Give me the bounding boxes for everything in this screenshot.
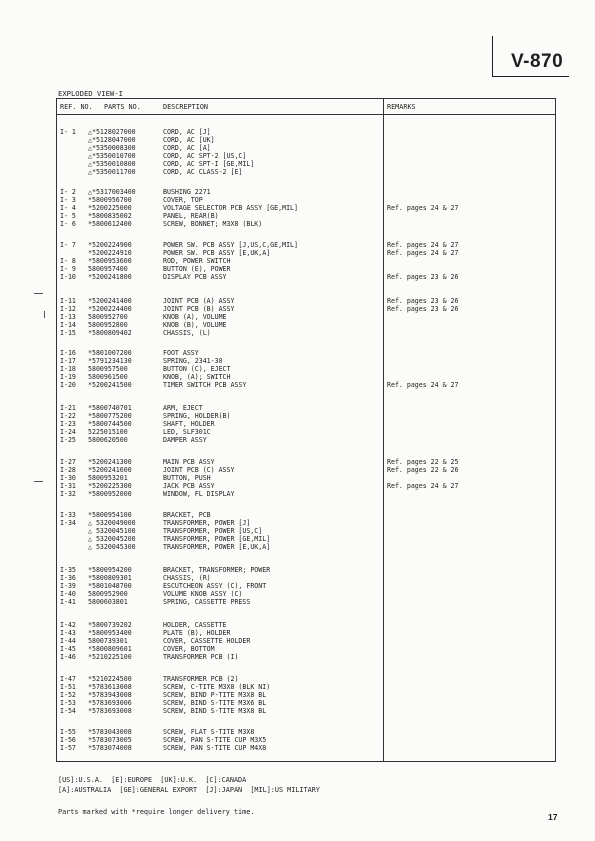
description-cell: SCREW, BIND S-TITE M3X8 BL — [163, 707, 267, 715]
description-cell: SCREW, PAN S-TITE CUP M3X5 — [163, 736, 267, 744]
part-number-cell: 5800952700 — [88, 313, 128, 321]
legend-line: [US]:U.S.A. [E]:EUROPE [UK]:U.K. [C]:CANADA — [58, 776, 247, 784]
part-number-cell: *5783693008 — [88, 707, 132, 715]
margin-mark — [34, 481, 43, 482]
part-number-cell: *5200241400 — [88, 297, 132, 305]
ref-no-cell: I-24 — [60, 428, 76, 436]
table-row — [0, 160, 595, 168]
ref-no-cell: I- 1 — [60, 128, 76, 136]
legend-line: [A]:AUSTRALIA [GE]:GENERAL EXPORT [J]:JAPAN [MIL]:US MILITARY — [58, 786, 320, 794]
description-cell: POWER SW. PCB ASSY [E,UK,A] — [163, 249, 271, 257]
description-cell: SCREW, BIND S-TITE M3X6 BL — [163, 699, 267, 707]
part-number-cell: △*5350008300 — [88, 144, 136, 152]
description-cell: POWER SW. PCB ASSY [J,US,C,GE,MIL] — [163, 241, 298, 249]
ref-no-cell: I- 7 — [60, 241, 76, 249]
table-row — [0, 566, 595, 574]
description-cell: KNOB (A), VOLUME — [163, 313, 227, 321]
table-row — [0, 265, 595, 273]
table-row — [0, 699, 595, 707]
table-row — [0, 152, 595, 160]
table-row — [0, 168, 595, 176]
description-cell: KNOB (B), VOLUME — [163, 321, 227, 329]
description-cell: ESCUTCHEON ASSY (C), FRONT — [163, 582, 267, 590]
table-row — [0, 349, 595, 357]
description-cell: SCREW, BIND P-TITE M3X8 BL — [163, 691, 267, 699]
table-row — [0, 249, 595, 257]
part-number-cell: *5800956700 — [88, 196, 132, 204]
part-number-cell: △ 5320045200 — [88, 535, 136, 543]
ref-no-cell: I-18 — [60, 365, 76, 373]
remarks-cell: Ref. pages 24 & 27 — [387, 249, 459, 257]
ref-no-cell: I-16 — [60, 349, 76, 357]
description-cell: CORD, AC SPT-I [GE,MIL] — [163, 160, 255, 168]
ref-no-cell: I-34 — [60, 519, 76, 527]
table-row — [0, 305, 595, 313]
table-row — [0, 683, 595, 691]
table-row — [0, 212, 595, 220]
ref-no-cell: I-15 — [60, 329, 76, 337]
part-number-cell: *5800612400 — [88, 220, 132, 228]
table-row — [0, 527, 595, 535]
part-number-cell: *5800809402 — [88, 329, 132, 337]
table-row — [0, 204, 595, 212]
description-cell: TRANSFORMER PCB (I) — [163, 653, 239, 661]
table-row — [0, 136, 595, 144]
part-number-cell: *5800809301 — [88, 574, 132, 582]
ref-no-cell: I-11 — [60, 297, 76, 305]
description-cell: DAMPER ASSY — [163, 436, 207, 444]
table-row — [0, 629, 595, 637]
description-cell: BUTTON (C), EJECT — [163, 365, 231, 373]
ref-no-cell: I-10 — [60, 273, 76, 281]
part-number-cell: △ 5320049000 — [88, 519, 136, 527]
description-cell: FOOT ASSY — [163, 349, 199, 357]
table-row — [0, 428, 595, 436]
ref-no-cell: I-47 — [60, 675, 76, 683]
description-cell: TRANSFORMER, POWER [GE,MIL] — [163, 535, 271, 543]
ref-no-cell: I-28 — [60, 466, 76, 474]
margin-mark — [44, 311, 45, 318]
header-divider — [56, 114, 556, 115]
ref-no-cell: I-23 — [60, 420, 76, 428]
ref-no-cell: I-33 — [60, 511, 76, 519]
part-number-cell: *5210224500 — [88, 675, 132, 683]
remarks-cell: Ref. pages 24 & 27 — [387, 381, 459, 389]
table-row — [0, 707, 595, 715]
ref-no-cell: I-51 — [60, 683, 76, 691]
section-title: EXPLODED VIEW-I — [58, 89, 123, 98]
remarks-cell: Ref. pages 22 & 25 — [387, 458, 459, 466]
ref-no-cell: I-17 — [60, 357, 76, 365]
remarks-cell: Ref. pages 24 & 27 — [387, 204, 459, 212]
ref-no-cell: I- 8 — [60, 257, 76, 265]
ref-no-cell: I-21 — [60, 404, 76, 412]
table-row — [0, 519, 595, 527]
part-number-cell: 5800603801 — [88, 598, 128, 606]
part-number-cell: *5783043008 — [88, 728, 132, 736]
ref-no-cell: I-56 — [60, 736, 76, 744]
ref-no-cell: I-22 — [60, 412, 76, 420]
table-row — [0, 373, 595, 381]
ref-no-cell: I-43 — [60, 629, 76, 637]
description-cell: COVER, BOTTOM — [163, 645, 215, 653]
description-cell: WINDOW, FL DISPLAY — [163, 490, 235, 498]
description-cell: TIMER SWITCH PCB ASSY — [163, 381, 247, 389]
description-cell: TRANSFORMER, POWER [US,C] — [163, 527, 263, 535]
description-cell: CORD, AC CLASS-2 [E] — [163, 168, 243, 176]
table-row — [0, 490, 595, 498]
table-row — [0, 621, 595, 629]
ref-no-cell: I-36 — [60, 574, 76, 582]
ref-no-cell: I- 4 — [60, 204, 76, 212]
description-cell: BRACKET, PCB — [163, 511, 211, 519]
part-number-cell: △ 5320045100 — [88, 527, 136, 535]
description-cell: VOLTAGE SELECTOR PCB ASSY [GE,MIL] — [163, 204, 298, 212]
ref-no-cell: I-45 — [60, 645, 76, 653]
part-number-cell: *5783074008 — [88, 744, 132, 752]
ref-no-cell: I- 9 — [60, 265, 76, 273]
part-number-cell: 5800952800 — [88, 321, 128, 329]
table-row — [0, 728, 595, 736]
table-row — [0, 188, 595, 196]
table-row — [0, 273, 595, 281]
ref-no-cell: I-57 — [60, 744, 76, 752]
remarks-cell: Ref. pages 22 & 26 — [387, 466, 459, 474]
ref-no-cell: I- 6 — [60, 220, 76, 228]
description-cell: BUTTON, PUSH — [163, 474, 211, 482]
description-cell: LED, SLF301C — [163, 428, 211, 436]
ref-no-cell: I-54 — [60, 707, 76, 715]
description-cell: BUTTON (E), POWER — [163, 265, 231, 273]
part-number-cell: 5225015100 — [88, 428, 128, 436]
ref-no-cell: I-46 — [60, 653, 76, 661]
description-cell: CORD, AC [A] — [163, 144, 211, 152]
table-row — [0, 744, 595, 752]
description-cell: VOLUME KNOB ASSY (C) — [163, 590, 243, 598]
part-number-cell: *5783073005 — [88, 736, 132, 744]
part-number-cell: △*5350010700 — [88, 152, 136, 160]
ref-no-cell: I- 5 — [60, 212, 76, 220]
table-row — [0, 474, 595, 482]
table-row — [0, 543, 595, 551]
table-row — [0, 329, 595, 337]
header-ref-no: REF. NO. — [60, 103, 93, 111]
table-row — [0, 511, 595, 519]
ref-no-cell: I-30 — [60, 474, 76, 482]
part-number-cell: *5800952000 — [88, 490, 132, 498]
table-row — [0, 404, 595, 412]
description-cell: SCREW, FLAT S-TITE M3X8 — [163, 728, 255, 736]
description-cell: JACK PCB ASSY — [163, 482, 215, 490]
part-number-cell: △ 5320045300 — [88, 543, 136, 551]
description-cell: TRANSFORMER, POWER [J] — [163, 519, 251, 527]
part-number-cell: *5801007200 — [88, 349, 132, 357]
part-number-cell: △*5317003400 — [88, 188, 136, 196]
part-number-cell: 5800739301 — [88, 637, 128, 645]
part-number-cell: 5800952900 — [88, 590, 128, 598]
description-cell: KNOB, (A); SWITCH — [163, 373, 231, 381]
remarks-cell: Ref. pages 23 & 26 — [387, 305, 459, 313]
table-row — [0, 458, 595, 466]
table-row — [0, 653, 595, 661]
part-number-cell: *5783943008 — [88, 691, 132, 699]
part-number-cell: *5800835002 — [88, 212, 132, 220]
description-cell: BUSHING 2271 — [163, 188, 211, 196]
remarks-cell: Ref. pages 23 & 26 — [387, 273, 459, 281]
part-number-cell: *5783693006 — [88, 699, 132, 707]
table-row — [0, 365, 595, 373]
table-row — [0, 196, 595, 204]
description-cell: COVER, TOP — [163, 196, 203, 204]
table-row — [0, 535, 595, 543]
ref-no-cell: I-39 — [60, 582, 76, 590]
table-row — [0, 436, 595, 444]
description-cell: JOINT PCB (C) ASSY — [163, 466, 235, 474]
part-number-cell: *5200225000 — [88, 204, 132, 212]
description-cell: CORD, AC SPT-2 [US,C] — [163, 152, 247, 160]
table-row — [0, 128, 595, 136]
description-cell: JOINT PCB (A) ASSY — [163, 297, 235, 305]
ref-no-cell: I-41 — [60, 598, 76, 606]
part-number-cell: *5200224910 — [88, 249, 132, 257]
table-row — [0, 645, 595, 653]
ref-no-cell: I-31 — [60, 482, 76, 490]
description-cell: HOLDER, CASSETTE — [163, 621, 227, 629]
description-cell: JOINT PCB (B) ASSY — [163, 305, 235, 313]
page-number: 17 — [548, 812, 558, 822]
header-description: DESCREPTION — [163, 103, 209, 111]
table-row — [0, 582, 595, 590]
ref-no-cell: I-20 — [60, 381, 76, 389]
part-number-cell: *5210225100 — [88, 653, 132, 661]
table-row — [0, 590, 595, 598]
part-number-cell: *5801048700 — [88, 582, 132, 590]
table-row — [0, 257, 595, 265]
part-number-cell: 5800957400 — [88, 265, 128, 273]
table-row — [0, 412, 595, 420]
part-number-cell: *5800739202 — [88, 621, 132, 629]
description-cell: COVER, CASSETTE HOLDER — [163, 637, 251, 645]
description-cell: SHAFT, HOLDER — [163, 420, 215, 428]
table-row — [0, 736, 595, 744]
part-number-cell: 5800953201 — [88, 474, 128, 482]
margin-mark — [34, 293, 43, 294]
remarks-cell: Ref. pages 24 & 27 — [387, 482, 459, 490]
ref-no-cell: I- 2 — [60, 188, 76, 196]
table-row — [0, 574, 595, 582]
description-cell: SPRING, CASSETTE PRESS — [163, 598, 251, 606]
part-number-cell: *5800740701 — [88, 404, 132, 412]
table-row — [0, 241, 595, 249]
part-number-cell: *5800775200 — [88, 412, 132, 420]
table-row — [0, 420, 595, 428]
description-cell: SCREW, PAN S-TITE CUP M4X8 — [163, 744, 267, 752]
table-row — [0, 675, 595, 683]
part-number-cell: △*5350011700 — [88, 168, 136, 176]
description-cell: PANEL, REAR(B) — [163, 212, 219, 220]
ref-no-cell: I- 3 — [60, 196, 76, 204]
part-number-cell: 5800957500 — [88, 365, 128, 373]
description-cell: DISPLAY PCB ASSY — [163, 273, 227, 281]
part-number-cell: *5200241800 — [88, 273, 132, 281]
part-number-cell: △*5350010800 — [88, 160, 136, 168]
ref-no-cell: I-19 — [60, 373, 76, 381]
ref-no-cell: I-35 — [60, 566, 76, 574]
description-cell: SPRING, 2341-30 — [163, 357, 223, 365]
description-cell: CORD, AC [UK] — [163, 136, 215, 144]
ref-no-cell: I-14 — [60, 321, 76, 329]
remarks-cell: Ref. pages 23 & 26 — [387, 297, 459, 305]
part-number-cell: *5200224900 — [88, 241, 132, 249]
table-row — [0, 313, 595, 321]
remarks-cell: Ref. pages 24 & 27 — [387, 241, 459, 249]
table-row — [0, 321, 595, 329]
table-row — [0, 220, 595, 228]
table-row — [0, 466, 595, 474]
table-row — [0, 691, 595, 699]
delivery-note: Parts marked with *require longer delivery time. — [58, 808, 255, 816]
part-number-cell: 5800620500 — [88, 436, 128, 444]
ref-no-cell: I-12 — [60, 305, 76, 313]
table-row — [0, 482, 595, 490]
table-row — [0, 357, 595, 365]
description-cell: TRANSFORMER, POWER [E,UK,A] — [163, 543, 271, 551]
part-number-cell: △*5128047000 — [88, 136, 136, 144]
ref-no-cell: I-52 — [60, 691, 76, 699]
description-cell: SCREW, C-TITE M3X8 (BLK NI) — [163, 683, 271, 691]
part-number-cell: *5783613008 — [88, 683, 132, 691]
description-cell: CHASSIS, (L) — [163, 329, 211, 337]
part-number-cell: *5800953400 — [88, 629, 132, 637]
part-number-cell: 5800961500 — [88, 373, 128, 381]
ref-no-cell: I-13 — [60, 313, 76, 321]
part-number-cell: △*5128027000 — [88, 128, 136, 136]
description-cell: CHASSIS, (R) — [163, 574, 211, 582]
description-cell: ARM, EJECT — [163, 404, 203, 412]
ref-no-cell: I-53 — [60, 699, 76, 707]
part-number-cell: *5800809601 — [88, 645, 132, 653]
part-number-cell: *5791234130 — [88, 357, 132, 365]
ref-no-cell: I-25 — [60, 436, 76, 444]
description-cell: TRANSFORMER PCB (2) — [163, 675, 239, 683]
ref-no-cell: I-55 — [60, 728, 76, 736]
description-cell: PLATE (B), HOLDER — [163, 629, 231, 637]
description-cell: ROD, POWER SWITCH — [163, 257, 231, 265]
header-remarks: REMARKS — [387, 103, 416, 111]
description-cell: MAIN PCB ASSY — [163, 458, 215, 466]
part-number-cell: *5200224400 — [88, 305, 132, 313]
part-number-cell: *5200241500 — [88, 381, 132, 389]
table-row — [0, 297, 595, 305]
ref-no-cell: I-32 — [60, 490, 76, 498]
part-number-cell: *5800954200 — [88, 566, 132, 574]
description-cell: BRACKET, TRANSFORMER; POWER — [163, 566, 271, 574]
part-number-cell: *5800954100 — [88, 511, 132, 519]
header-parts-no: PARTS NO. — [104, 103, 141, 111]
ref-no-cell: I-27 — [60, 458, 76, 466]
part-number-cell: *5800953600 — [88, 257, 132, 265]
part-number-cell: *5200241600 — [88, 466, 132, 474]
ref-no-cell: I-40 — [60, 590, 76, 598]
ref-no-cell: I-44 — [60, 637, 76, 645]
part-number-cell: *5800744500 — [88, 420, 132, 428]
part-number-cell: *5200241300 — [88, 458, 132, 466]
description-cell: SPRING, HOLDER(B) — [163, 412, 231, 420]
table-row — [0, 598, 595, 606]
table-row — [0, 144, 595, 152]
ref-no-cell: I-42 — [60, 621, 76, 629]
part-number-cell: *5200225300 — [88, 482, 132, 490]
table-row — [0, 637, 595, 645]
model-title: V-870 — [511, 51, 564, 72]
description-cell: SCREW, BONNET; M3X8 (BLK) — [163, 220, 263, 228]
table-row — [0, 381, 595, 389]
description-cell: CORD, AC [J] — [163, 128, 211, 136]
